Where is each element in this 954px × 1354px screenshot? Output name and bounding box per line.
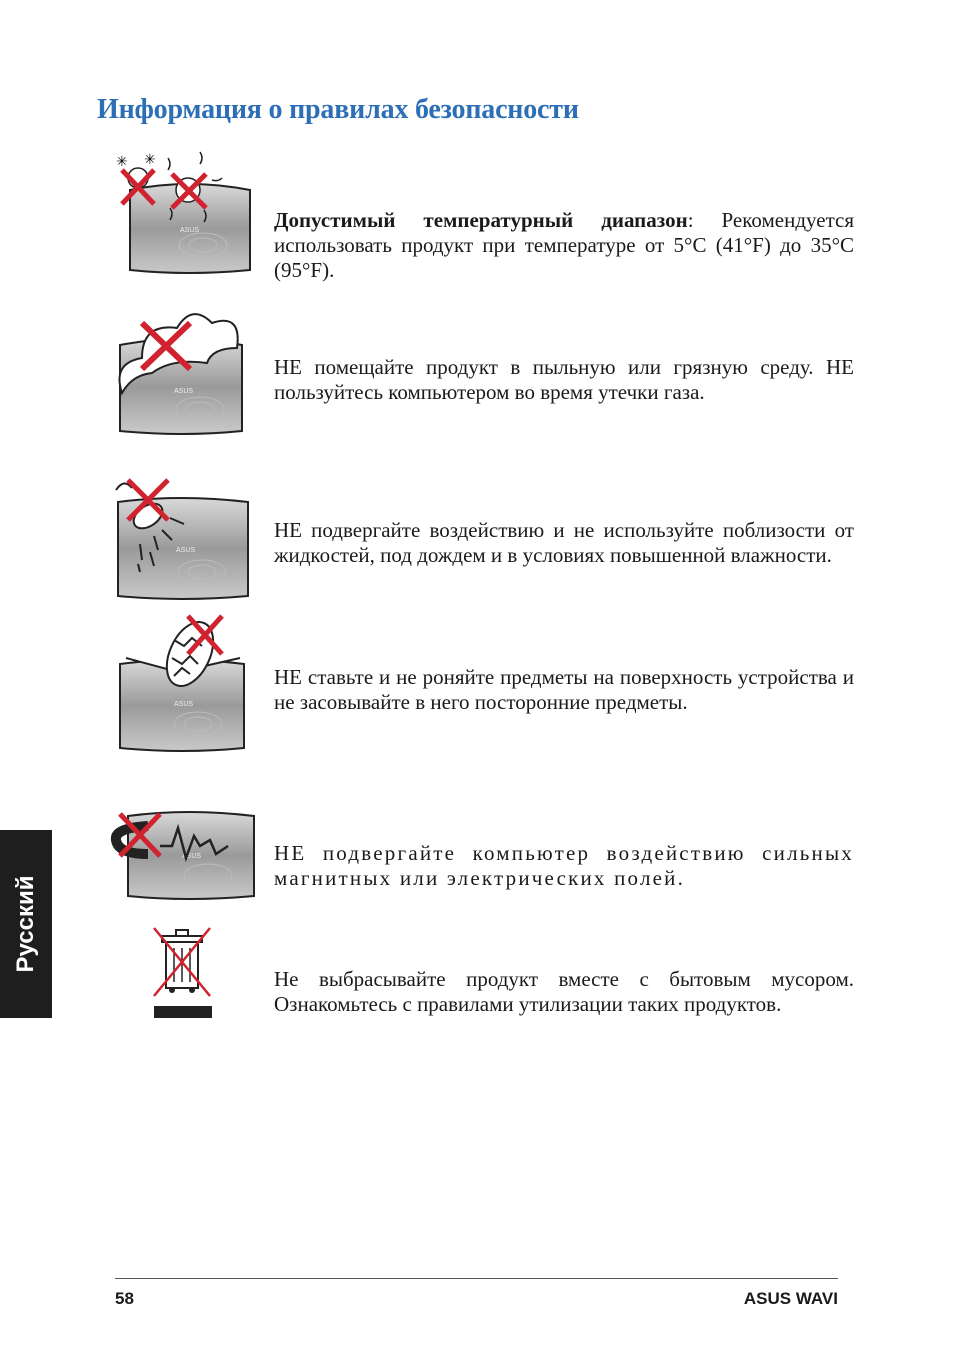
svg-text:✳: ✳ xyxy=(116,154,128,170)
item-disposal-text: Не выбрасывайте продукт вместе с бытовым мусором. Ознакомьтесь с правилами утилизации таких продуктов. xyxy=(274,967,854,1016)
svg-text:ASUS: ASUS xyxy=(174,388,194,395)
language-side-tab xyxy=(0,830,52,1018)
temperature-range-label: Допустимый температурный диапазон xyxy=(274,208,688,232)
svg-text:ASUS: ASUS xyxy=(180,227,200,234)
object-drop-warning-icon xyxy=(112,606,257,752)
liquid-warning-icon xyxy=(110,472,255,600)
crossed-bin-icon xyxy=(150,924,214,1020)
magnetic-field-warning-icon xyxy=(108,806,258,900)
svg-text:ASUS: ASUS xyxy=(176,547,196,554)
item-object-text: НЕ ставьте и не роняйте предметы на поверхность устройства и не засовывайте в него посторонние предметы. xyxy=(274,665,854,714)
page-number: 58 xyxy=(115,1289,134,1308)
footer-brand: ASUS WAVI xyxy=(743,1289,838,1308)
item-liquid-text: НЕ подвергайте воздействию и не используйте поблизости от жидкостей, под дождем и в условиях повышенной влажности. xyxy=(274,518,854,567)
item-dust-text: НЕ помещайте продукт в пыльную или грязную среду. НЕ пользуйтесь компьютером во время утечки газа. xyxy=(274,355,854,404)
svg-text:ASUS: ASUS xyxy=(174,701,194,708)
language-label: Русский xyxy=(12,875,39,973)
item-temperature-text: Допустимый температурный диапазон: Рекомендуется использовать продукт при температуре от 5°C (41°F) до 35°C (95°F). xyxy=(274,208,854,282)
dust-warning-icon xyxy=(112,303,257,438)
svg-text:ASUS: ASUS xyxy=(182,853,202,860)
temperature-warning-icon xyxy=(108,150,258,275)
item-magnetic-text: НЕ подвергайте компьютер воздействию сильных магнитных или электрических полей. xyxy=(274,841,854,890)
svg-text:✳: ✳ xyxy=(144,152,156,168)
footer-divider xyxy=(115,1278,838,1279)
page-title: Информация о правилах безопасности xyxy=(97,94,579,125)
